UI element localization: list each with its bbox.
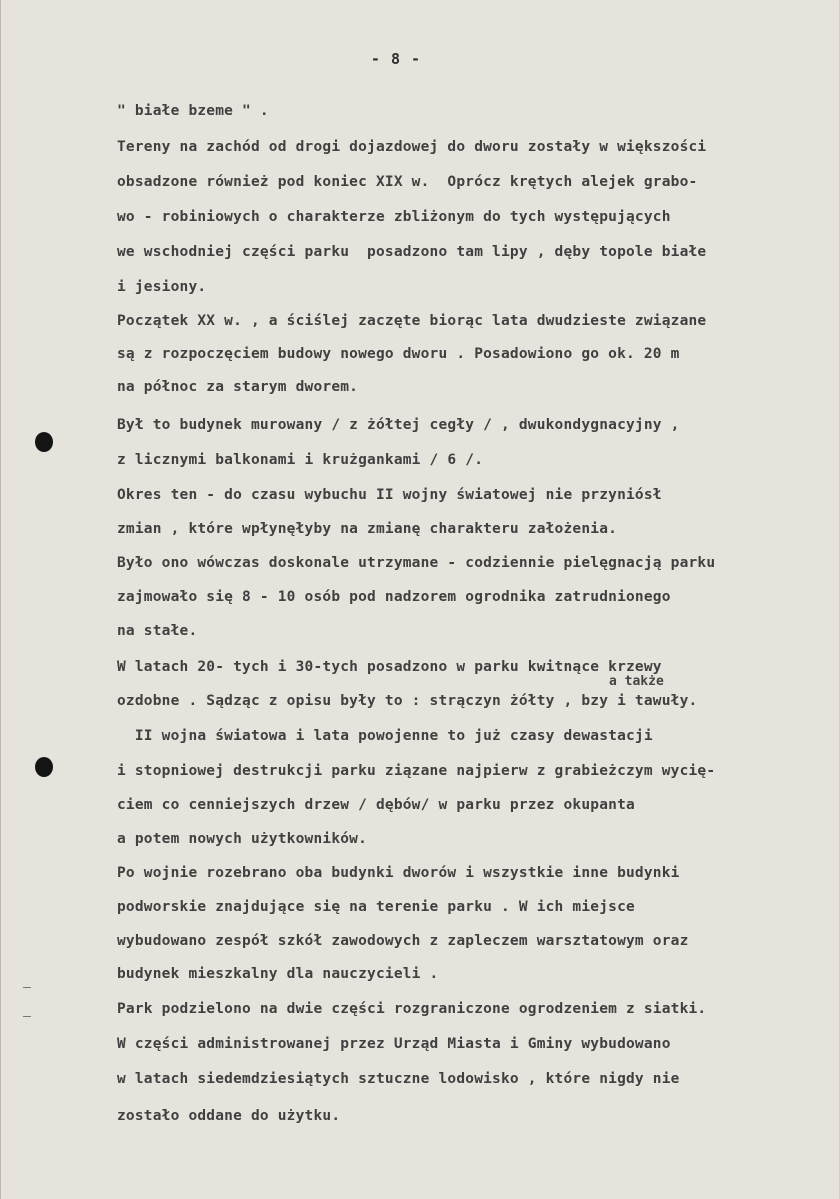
- text-line: i jesiony.: [117, 279, 207, 295]
- text-line: zmian , które wpłynęłyby na zmianę charakteru założenia.: [117, 521, 618, 537]
- text-line: zostało oddane do użytku.: [117, 1108, 341, 1124]
- interlinear-insertion: a także: [609, 674, 664, 689]
- text-line: na stałe.: [117, 623, 198, 639]
- text-line: ozdobne . Sądząc z opisu były to : strączyn żółty , bzy i tawuły.: [117, 693, 698, 709]
- text-line: Był to budynek murowany / z żółtej cegły / , dwukondygnacyjny ,: [117, 417, 680, 433]
- text-line: Tereny na zachód od drogi dojazdowej do dworu zostały w większości: [117, 139, 707, 155]
- text-line: na północ za starym dworem.: [117, 379, 359, 395]
- text-line: Początek XX w. , a ściślej zaczęte biorąc lata dwudzieste związane: [117, 313, 707, 329]
- text-line: a potem nowych użytkowników.: [117, 831, 368, 847]
- punch-hole: [35, 757, 53, 777]
- text-line: budynek mieszkalny dla nauczycieli .: [117, 966, 439, 982]
- margin-mark: [23, 987, 31, 988]
- text-line: są z rozpoczęciem budowy nowego dworu . Posadowiono go ok. 20 m: [117, 346, 680, 362]
- text-line: w latach siedemdziesiątych sztuczne lodowisko , które nigdy nie: [117, 1071, 680, 1087]
- text-line: Park podzielono na dwie części rozgraniczone ogrodzeniem z siatki.: [117, 1001, 707, 1017]
- text-line: zajmowało się 8 - 10 osób pod nadzorem ogrodnika zatrudnionego: [117, 589, 671, 605]
- text-line: II wojna światowa i lata powojenne to już czasy dewastacji: [117, 728, 653, 744]
- text-line: podworskie znajdujące się na terenie parku . W ich miejsce: [117, 899, 635, 915]
- text-line: wo - robiniowych o charakterze zbliżonym do tych występujących: [117, 209, 671, 225]
- text-line: W latach 20- tych i 30-tych posadzono w parku kwitnące krzewy: [117, 659, 662, 675]
- text-line: Po wojnie rozebrano oba budynki dworów i wszystkie inne budynki: [117, 865, 680, 881]
- text-line: " białe bzeme " .: [117, 103, 269, 119]
- punch-hole: [35, 432, 53, 452]
- margin-mark: [23, 1016, 31, 1017]
- text-line: ciem co cenniejszych drzew / dębów/ w parku przez okupanta: [117, 797, 635, 813]
- text-line: Okres ten - do czasu wybuchu II wojny światowej nie przyniósł: [117, 487, 662, 503]
- text-line: z licznymi balkonami i krużgankami / 6 /.: [117, 452, 484, 468]
- text-line: Było ono wówczas doskonale utrzymane - codziennie pielęgnacją parku: [117, 555, 716, 571]
- page-number: - 8 -: [370, 50, 422, 68]
- text-line: wybudowano zespół szkół zawodowych z zapleczem warsztatowym oraz: [117, 933, 689, 949]
- text-line: i stopniowej destrukcji parku ziązane najpierw z grabieżczym wycię-: [117, 763, 716, 779]
- text-line: obsadzone również pod koniec XIX w. Oprócz krętych alejek grabo-: [117, 174, 698, 190]
- text-line: we wschodniej części parku posadzono tam lipy , dęby topole białe: [117, 244, 707, 260]
- text-line: W części administrowanej przez Urząd Miasta i Gminy wybudowano: [117, 1036, 671, 1052]
